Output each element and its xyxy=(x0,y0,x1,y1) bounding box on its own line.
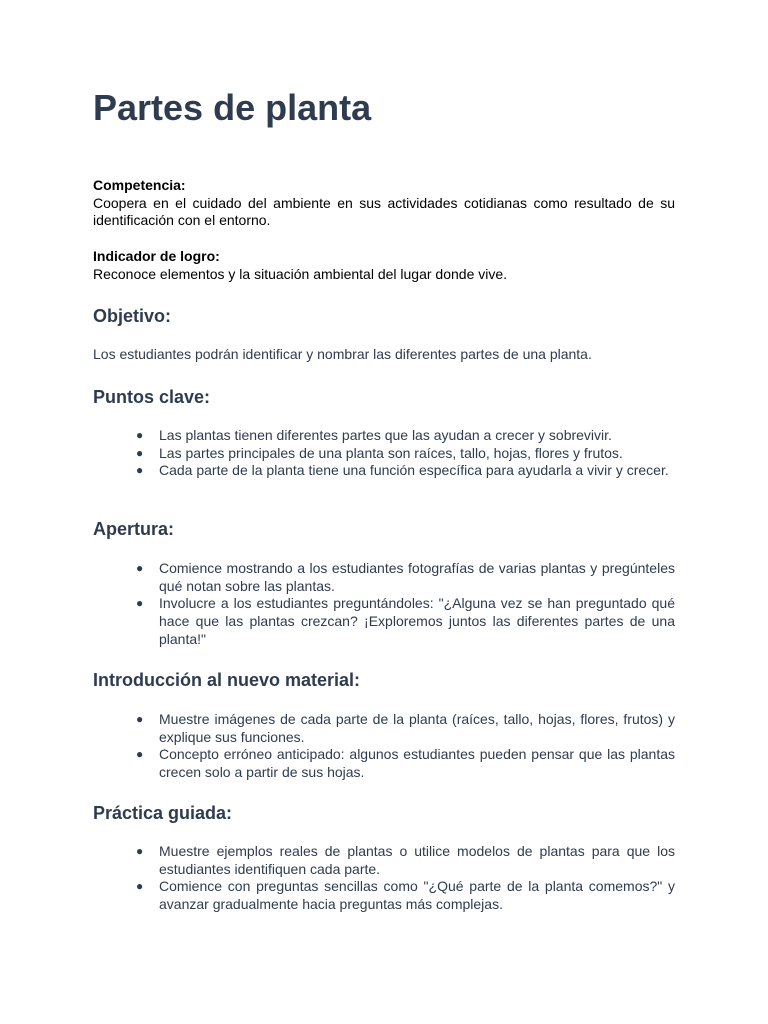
list-item-text: Muestre ejemplos reales de plantas o utilice modelos de plantas para que los estudiantes identifiquen cada parte. xyxy=(159,843,675,877)
page-title: Partes de planta xyxy=(93,87,372,128)
list-item-text: Concepto erróneo anticipado: algunos estudiantes pueden pensar que las plantas crecen solo a partir de sus hojas. xyxy=(159,746,675,781)
objetivo-heading: Objetivo: xyxy=(93,306,172,326)
competencia-label: Competencia: xyxy=(93,177,186,193)
list-item xyxy=(93,711,675,746)
list-item xyxy=(93,462,675,480)
list-item-text: Las plantas tienen diferentes partes que las ayudan a crecer y sobrevivir. xyxy=(159,427,612,443)
competencia-block xyxy=(93,177,675,230)
bullet-icon: ● xyxy=(136,596,144,611)
bullet-icon: ● xyxy=(136,747,144,762)
list-item-text: Comience con preguntas sencillas como "¿Qué parte de la planta comemos?" y avanzar gradualmente hacia preguntas más complejas. xyxy=(159,878,675,913)
indicador-block xyxy=(93,248,675,283)
bullet-icon: ● xyxy=(136,463,144,478)
list-item xyxy=(93,595,675,648)
list-item-text: Muestre imágenes de cada parte de la planta (raíces, tallo, hojas, flores, frutos) y explique sus funciones. xyxy=(159,711,675,745)
bullet-icon: ● xyxy=(136,428,144,442)
bullet-icon: ● xyxy=(136,561,144,575)
list-item xyxy=(93,843,675,878)
list-item-text: Las partes principales de una planta son raíces, tallo, hojas, flores y frutos. xyxy=(159,444,623,461)
bullet-icon: ● xyxy=(136,712,144,726)
indicador-text: Reconoce elementos y la situación ambiental del lugar donde vive. xyxy=(93,265,508,282)
practica-guiada-list xyxy=(93,843,675,914)
practica-guiada-heading: Práctica guiada: xyxy=(93,803,233,823)
list-item xyxy=(93,445,675,463)
competencia-text: Coopera en el cuidado del ambiente en sus actividades cotidianas como resultado de su identificación con el entorno. xyxy=(93,194,675,228)
puntos-clave-heading: Puntos clave: xyxy=(93,387,211,407)
list-item xyxy=(93,746,675,781)
apertura-list xyxy=(93,560,675,649)
puntos-clave-list xyxy=(93,427,675,480)
indicador-label: Indicador de logro: xyxy=(93,248,220,264)
list-item xyxy=(93,878,675,913)
bullet-icon: ● xyxy=(136,844,144,858)
bullet-icon: ● xyxy=(136,445,144,460)
objetivo-text: Los estudiantes podrán identificar y nombrar las diferentes partes de una planta. xyxy=(93,346,592,362)
list-item xyxy=(93,560,675,595)
introduccion-heading: Introducción al nuevo material: xyxy=(93,670,361,690)
list-item xyxy=(93,427,675,445)
list-item-text: Involucre a los estudiantes preguntándoles: "¿Alguna vez se han preguntado qué hace que las plantas crezcan? ¡Exploremos juntos las diferentes partes de una planta!" xyxy=(159,595,675,647)
introduccion-list xyxy=(93,711,675,782)
bullet-icon: ● xyxy=(136,879,144,894)
apertura-heading: Apertura: xyxy=(93,519,175,539)
list-item-text: Comience mostrando a los estudiantes fotografías de varias plantas y pregúnteles qué notan sobre las plantas. xyxy=(159,560,675,594)
list-item-text: Cada parte de la planta tiene una función específica para ayudarla a vivir y crecer. xyxy=(159,462,669,479)
